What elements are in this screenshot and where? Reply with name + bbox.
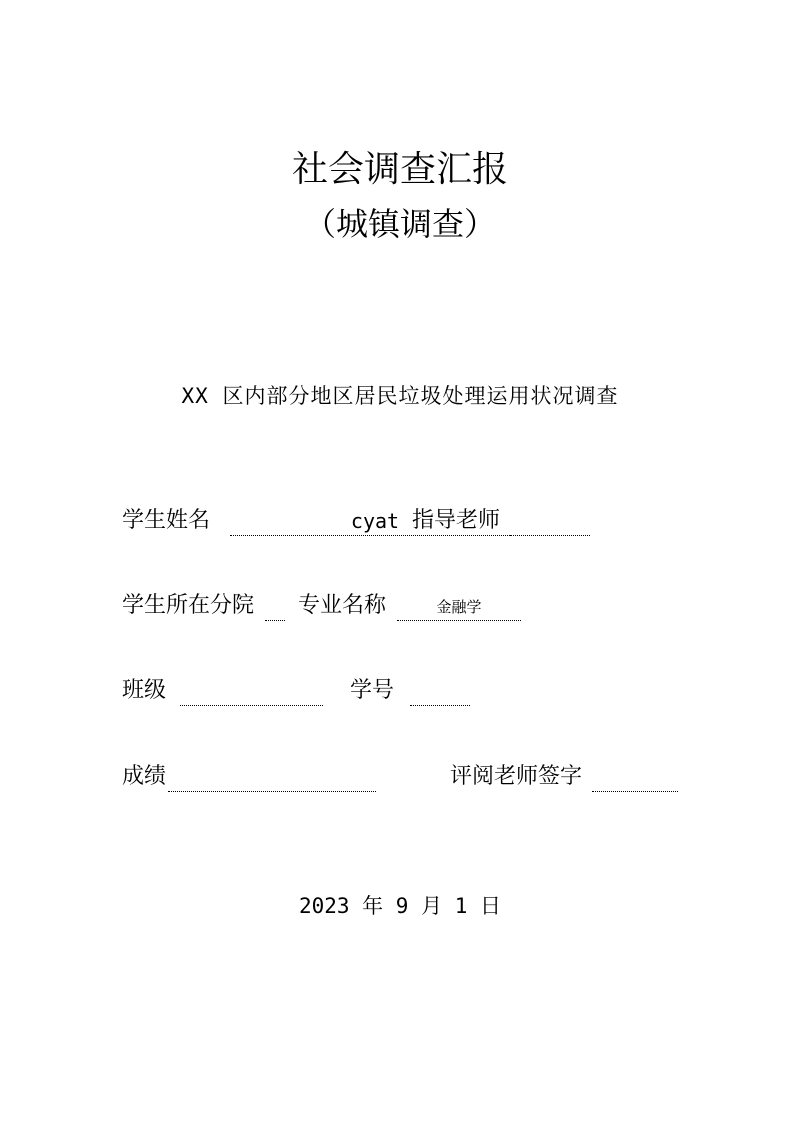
- reviewer-signature-field[interactable]: [592, 765, 678, 792]
- reviewer-signature-label: 评阅老师签字: [450, 764, 583, 789]
- grade-field[interactable]: [168, 765, 376, 792]
- report-topic: XX 区内部分地区居民垃圾处理运用状况调查: [181, 384, 619, 408]
- class-field[interactable]: [180, 679, 323, 706]
- major-label: 专业名称: [298, 593, 387, 618]
- college-field[interactable]: [265, 594, 285, 621]
- report-title: 社会调查汇报: [291, 149, 508, 190]
- college-label: 学生所在分院: [122, 593, 255, 618]
- row-name-advisor: [122, 507, 722, 539]
- row-grade-signature: [122, 763, 722, 795]
- report-date: 2023 年 9 月 1 日: [298, 894, 502, 918]
- row-college-major: [122, 592, 722, 624]
- advisor-field[interactable]: [510, 509, 590, 536]
- student-name-label: 学生姓名: [122, 508, 211, 533]
- student-name-field[interactable]: cyat: [230, 509, 520, 536]
- advisor-label: 指导老师: [412, 508, 501, 533]
- grade-label: 成绩: [122, 764, 167, 789]
- major-field[interactable]: 金融学: [397, 594, 521, 621]
- student-id-label: 学号: [350, 678, 395, 703]
- report-subtitle: （城镇调查）: [303, 205, 496, 243]
- class-label: 班级: [122, 678, 167, 703]
- row-class-id: [122, 677, 722, 709]
- student-id-field[interactable]: [410, 679, 470, 706]
